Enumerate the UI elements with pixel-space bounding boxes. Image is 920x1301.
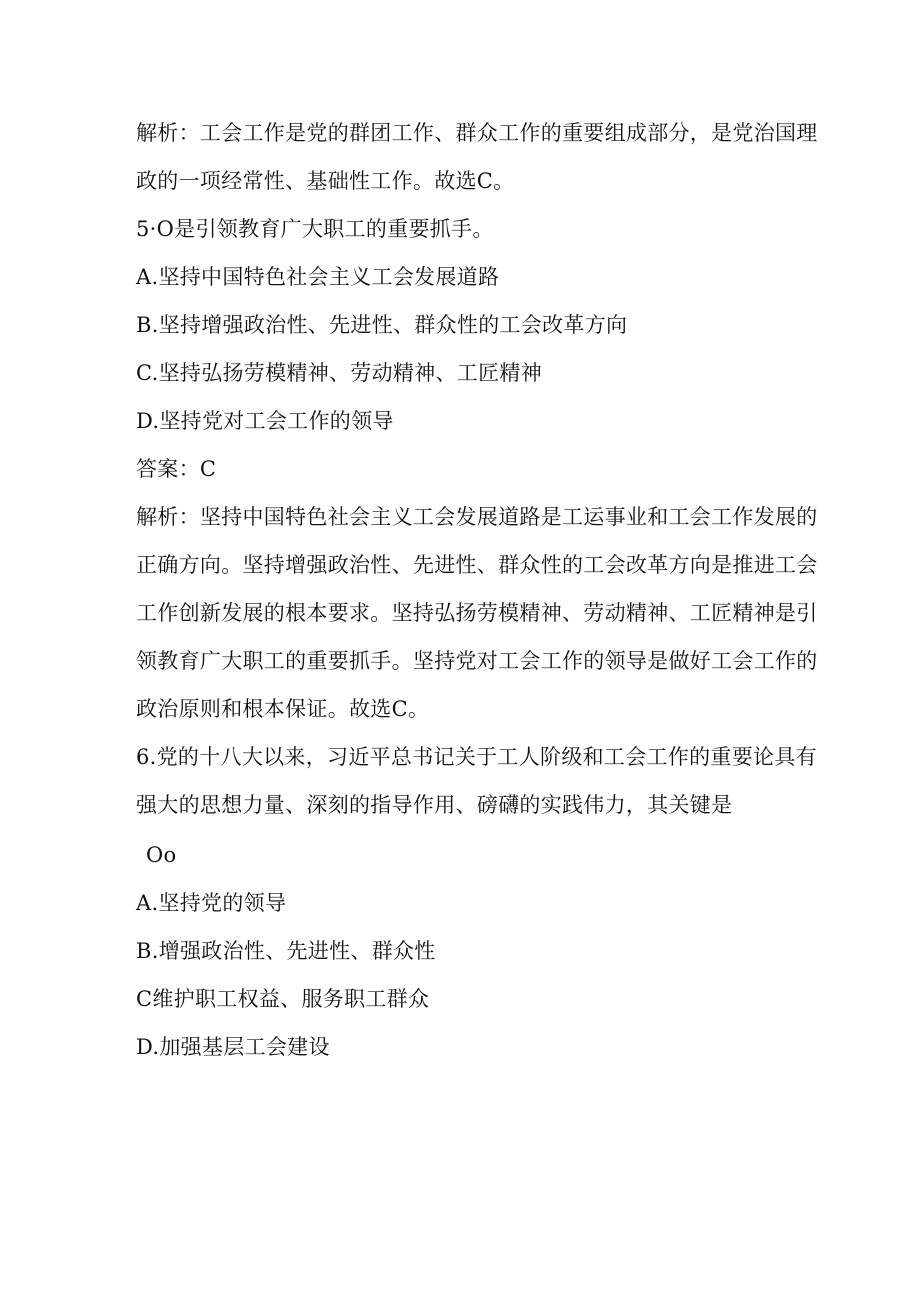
- question-5-option-a: A.坚持中国特色社会主义工会发展道路: [136, 265, 500, 289]
- question-6-stem-line-2: 强大的思想力量、深刻的指导作用、磅礴的实践伟力，其关键是: [136, 793, 733, 817]
- question-6-option-d: D.加强基层工会建设: [136, 1035, 330, 1059]
- question-6-stem-line-1: 6.党的十八大以来，习近平总书记关于工人阶级和工会工作的重要论具有: [136, 745, 817, 769]
- analysis-q4-line-2: 政的一项经常性、基础性工作。故选C。: [136, 169, 515, 193]
- question-6-blank: Oo: [146, 843, 177, 867]
- analysis-q5-line-5: 政治原则和根本保证。故选C。: [136, 697, 430, 721]
- question-5-option-c: C.坚持弘扬劳模精神、劳动精神、工匠精神: [136, 361, 542, 385]
- question-6-option-a: A.坚持党的领导: [136, 891, 287, 915]
- question-5-stem: 5·O是引领教育广大职工的重要抓手。: [136, 217, 494, 241]
- question-5-answer: 答案：C: [136, 457, 217, 481]
- analysis-q5-line-3: 工作创新发展的根本要求。坚持弘扬劳模精神、劳动精神、工匠精神是引: [136, 601, 818, 625]
- analysis-q5-line-2: 正确方向。坚持增强政治性、先进性、群众性的工会改革方向是推进工会: [136, 553, 818, 577]
- question-5-option-b: B.坚持增强政治性、先进性、群众性的工会改革方向: [136, 313, 628, 337]
- analysis-q4-line-1: 解析：工会工作是党的群团工作、群众工作的重要组成部分，是党治国理: [136, 121, 818, 145]
- analysis-q5-line-4: 领教育广大职工的重要抓手。坚持党对工会工作的领导是做好工会工作的: [136, 649, 818, 673]
- question-6-option-c: C维护职工权益、服务职工群众: [136, 987, 430, 1011]
- question-6-option-b: B.增强政治性、先进性、群众性: [136, 939, 436, 963]
- analysis-q5-line-1: 解析：坚持中国特色社会主义工会发展道路是工运事业和工会工作发展的: [136, 505, 818, 529]
- question-5-option-d: D.坚持党对工会工作的领导: [136, 409, 394, 433]
